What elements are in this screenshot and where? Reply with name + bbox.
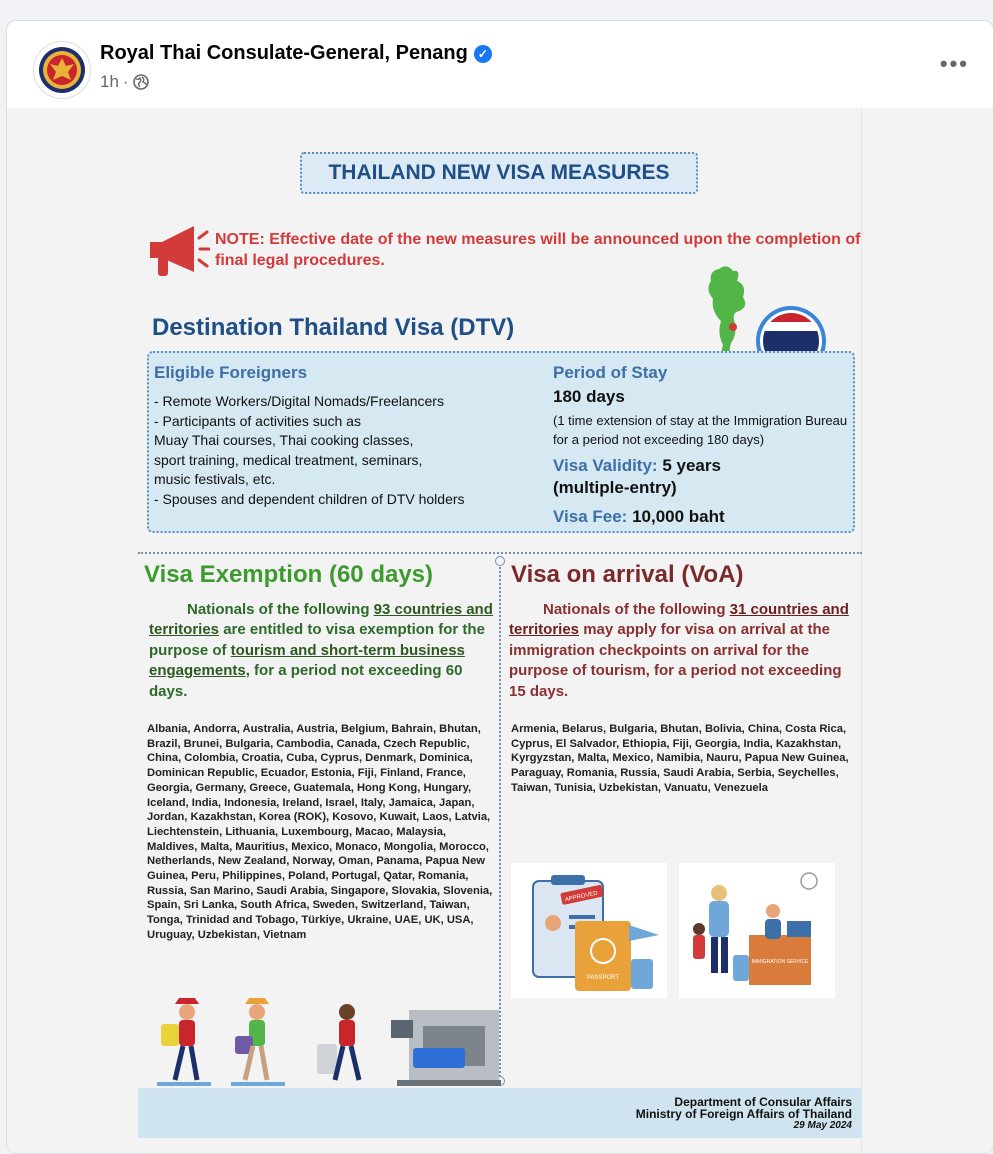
note-text: NOTE: Effective date of the new measures will be announced upon the completion of final legal procedures. [215, 231, 861, 269]
desc-link: tourism and short-term business engagements, [149, 641, 465, 680]
footer-credits [636, 1096, 852, 1132]
footer-dept: Department of Consular Affairs [674, 1095, 852, 1109]
section-divider [138, 552, 862, 554]
passport-illustration [511, 863, 667, 998]
page-name-row [100, 42, 492, 65]
visa-exemption-countries: Albania, Andorra, Australia, Austria, Belgium, Bahrain, Bhutan, Brazil, Brunei, Bulgaria, Cambodia, Canada, Czech Republic, China, Colombia, Croatia, Cuba, Cyprus, Denmark, Dominica, Dominican Republic, Ecuador, Estonia, Fiji, Finland, France, Georgia, Germany, Greece, Guatemala, Hong Kong, Hungary, Iceland, India, Indonesia, Ireland, Israel, Italy, Jamaica, Japan, Jordan, Kazakhstan, Korea (ROK), Kosovo, Kuwait, Laos, Latvia, Liechtenstein, Lithuania, Luxembourg, Macao, Malaysia, Maldives, Malta, Mauritius, Mexico, Monaco, Mongolia, Morocco, Netherlands, New Zealand, Norway, Oman, Panama, Papua New Guinea, Peru, Philippines, Poland, Portugal, Qatar, Romania, Russia, San Marino, Saudi Arabia, Singapore, Slovakia, Slovenia, Spain, Sri Lanka, South Africa, Sweden, Switzerland, Taiwan, Tonga, Trinidad and Tobago, Türkiye, Ukraine, UAE, UK, USA, Uruguay, Uzbekistan, Vietnam [147, 723, 493, 941]
stay-heading: Period of Stay [553, 363, 668, 382]
megaphone-icon [144, 220, 210, 282]
desc-link: 31 countries and territories [509, 601, 849, 639]
verified-badge-icon: ✓ [474, 45, 492, 63]
immigration-counter-icon [679, 863, 835, 998]
voa-title: Visa on arrival (VoA) [511, 561, 744, 588]
eligible-line: - Spouses and dependent children of DTV holders [154, 490, 465, 507]
page-name-link[interactable]: Royal Thai Consulate-General, Penang [100, 42, 468, 64]
desc-text: Nationals of the following [543, 601, 730, 618]
eligible-list [154, 392, 544, 509]
globe-icon[interactable] [133, 74, 149, 90]
validity-extra: (multiple-entry) [553, 478, 677, 497]
more-options-icon[interactable]: ••• [939, 51, 969, 76]
validity-value: 5 years [662, 456, 721, 475]
visa-fee [553, 507, 725, 527]
eligible-line: sport training, medical treatment, seminars, [154, 451, 423, 468]
desc-text: for a period not exceeding 60 days. [149, 662, 463, 700]
meta-separator: · [122, 72, 129, 91]
poster-footer [138, 1088, 862, 1138]
post-meta [100, 72, 149, 92]
footer-ministry: Ministry of Foreign Affairs of Thailand [635, 1107, 852, 1121]
dtv-info-box [147, 351, 855, 533]
eligible-line: - Participants of activities such as [154, 412, 361, 429]
desc-text: are entitled to visa exemption for the purpose of [149, 621, 485, 659]
visa-infographic[interactable] [7, 108, 993, 1153]
desc-text: Nationals of the following [187, 601, 374, 618]
fee-value: 10,000 baht [632, 507, 725, 526]
desc-text: may apply for visa on arrival at the immigration checkpoints on arrival for the purpose of tourism, for a period not exceeding 15 days. [509, 621, 842, 700]
eligible-line: music festivals, etc. [154, 471, 276, 487]
counter-label: IMMIGRATION SERVICE [751, 959, 809, 965]
immigration-illustration [679, 863, 835, 998]
eligible-line: Muay Thai courses, Thai cooking classes, [154, 432, 414, 448]
visa-exemption-title: Visa Exemption (60 days) [144, 561, 434, 588]
fee-label: Visa Fee: [553, 507, 628, 526]
post-header [7, 21, 993, 107]
divider-dot [495, 556, 505, 566]
stay-note: (1 time extension of stay at the Immigration Bureau for a period not exceeding 180 days) [553, 413, 848, 447]
passport-label: PASSPORT [586, 975, 620, 981]
passport-icon [511, 863, 667, 998]
voa-countries: Armenia, Belarus, Bulgaria, Bhutan, Bolivia, China, Costa Rica, Cyprus, El Salvador, Ethiopia, Fiji, Georgia, India, Kazakhstan, Kyrgyzstan, Malta, Mexico, Namibia, Nauru, Papua New Guinea, Paraguay, Romania, Russia, Saudi Arabia, Serbia, Seychelles, Taiwan, Tunisia, Uzbekistan, Vanuatu, Venezuela [511, 723, 849, 794]
stay-days: 180 days [553, 387, 625, 406]
footer-date: 29 May 2024 [793, 1120, 852, 1131]
poster-title: THAILAND NEW VISA MEASURES [300, 152, 698, 194]
validity-label: Visa Validity: [553, 456, 658, 475]
eligible-heading: Eligible Foreigners [154, 363, 308, 382]
desc-link: 93 countries and territories [149, 601, 493, 639]
visa-validity [553, 455, 721, 499]
dtv-title: Destination Thailand Visa (DTV) [152, 314, 515, 341]
facebook-post [6, 20, 993, 1154]
eligible-line: - Remote Workers/Digital Nomads/Freelancers [154, 393, 444, 409]
post-time[interactable]: 1h [100, 72, 119, 91]
voa-desc [509, 600, 859, 702]
approved-stamp: APPROVED [564, 890, 599, 904]
page-avatar[interactable] [33, 41, 91, 99]
garuda-emblem-icon [38, 46, 86, 94]
travelers-illustration [147, 990, 507, 1090]
visa-exemption-desc [149, 600, 494, 702]
